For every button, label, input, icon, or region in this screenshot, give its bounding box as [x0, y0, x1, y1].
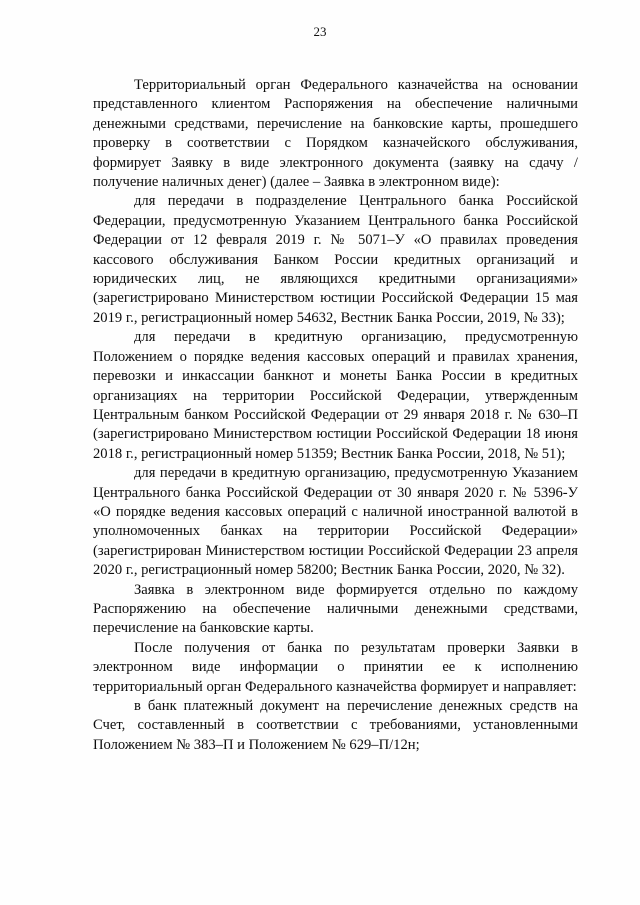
paragraph-payment-document: в банк платежный документ на перечисление денежных средств на Счет, составленный в соответствии с требованиями, установленными Положением № 383–П и Положением № 629–П/12н; [93, 698, 578, 753]
paragraph-separate-request: Заявка в электронном виде формируется отдельно по каждому Распоряжению на обеспечение наличными денежными средствами, перечисление на банковские карты. [93, 581, 578, 637]
document-body [93, 76, 578, 755]
page-number: 23 [313, 24, 327, 39]
paragraph-after-bank-check: После получения от банка по результатам проверки Заявки в электронном виде информации о принятии ее к исполнению территориальный орган Федерального казначейства формирует и направляет: [93, 639, 578, 695]
paragraph-intro: Территориальный орган Федерального казначейства на основании представленного клиентом Распоряжения на обеспечение наличными денежными средствами, перечисление на банковские карты, прошедшего проверку в соответствии с Порядком казначейского обслуживания, формирует Заявку в виде электронного документа (заявку на сдачу /получение наличных денег) (далее – Заявка в электронном виде): [93, 77, 578, 191]
paragraph-credit-org-foreign-currency: для передачи в кредитную организацию, предусмотренную Указанием Центрального банка Российской Федерации от 30 января 2020 г. № 5396-У «О порядке ведения кассовых операций с наличной иностранной валютой в уполномоченных банках на территории Российской Федерации» (зарегистрирован Министерством юстиции Российской Федерации 23 апреля 2020 г., регистрационный номер 58200; Вестник Банка России, 2020, № 32). [93, 465, 578, 579]
paragraph-credit-org-regulation: для передачи в кредитную организацию, предусмотренную Положением о порядке ведения кассовых операций и правилах хранения, перевозки и инкассации банкнот и монеты Банка России в кредитных организациях на территории Российской Федерации, утвержденным Центральным банком Российской Федерации от 29 января 2018 г. № 630–П (зарегистрировано Министерством юстиции Российской Федерации 18 июня 2018 г., регистрационный номер 51359; Вестник Банка России, 2018, № 51); [93, 329, 578, 462]
paragraph-central-bank-transfer: для передачи в подразделение Центрального банка Российской Федерации, предусмотренную Указанием Центрального банка Российской Федерации от 12 февраля 2019 г. № 5071–У «О правилах проведения кассового обслуживания Банком России кредитных организаций и юридических лиц, не являющихся кредитными организациями» (зарегистрировано Министерством юстиции Российской Федерации 15 мая 2019 г., регистрационный номер 54632, Вестник Банка России, 2019, № 33); [93, 193, 578, 326]
